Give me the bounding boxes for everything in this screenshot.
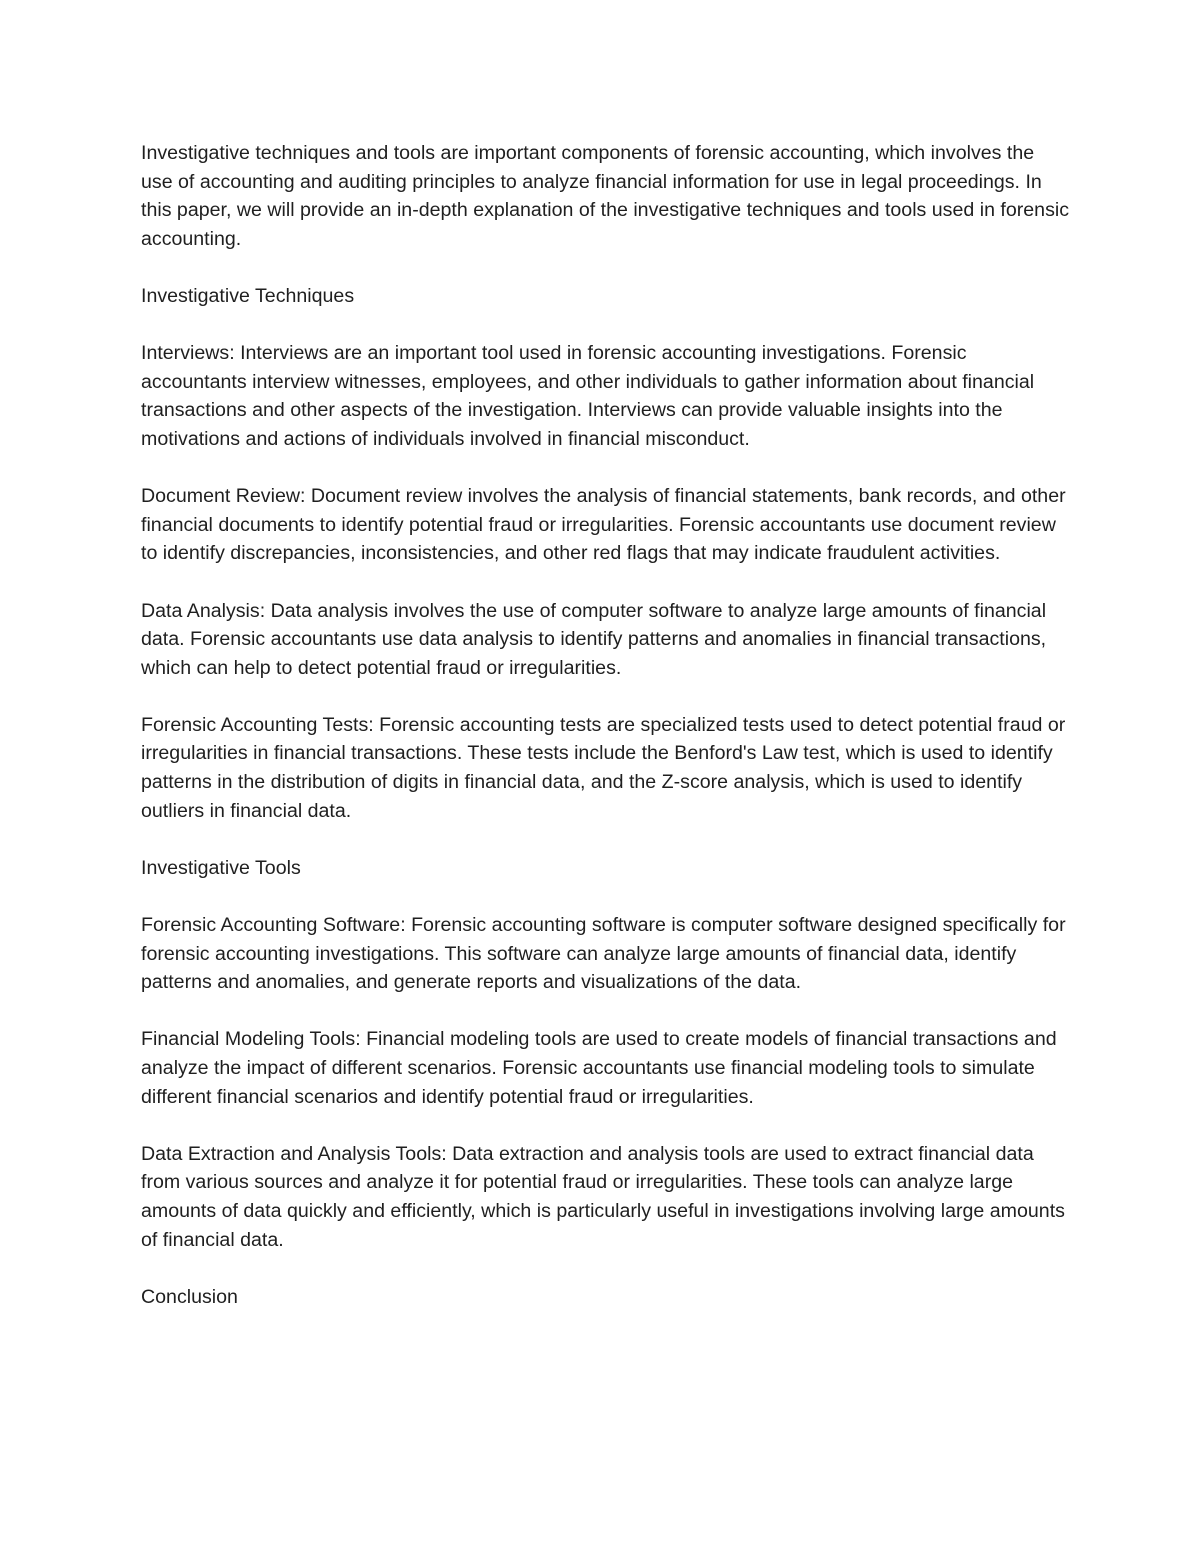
document-body: [141, 139, 1071, 1311]
intro-paragraph: Investigative techniques and tools are important components of forensic accounting, which involves the use of accounting and auditing principles to analyze financial information for use in legal proceedings. In this paper, we will provide an in-depth explanation of the investigative techniques and tools used in forensic accounting.: [141, 142, 1070, 250]
financial-modeling-paragraph: Financial Modeling Tools: Financial modeling tools are used to create models of financial transactions and analyze the impact of different scenarios. Forensic accountants use financial modeling tools to simulate different financial scenarios and identify potential fraud or irregularities.: [141, 1028, 1057, 1108]
section-heading-conclusion: Conclusion: [141, 1285, 238, 1308]
data-analysis-paragraph: Data Analysis: Data analysis involves the use of computer software to analyze large amounts of financial data. Forensic accountants use data analysis to identify patterns and anomalies in financial transactions, which can help to detect potential fraud or irregularities.: [141, 599, 1047, 679]
document-review-paragraph: Document Review: Document review involves the analysis of financial statements, bank records, and other financial documents to identify potential fraud or irregularities. Forensic accountants use document review to identify discrepancies, inconsistencies, and other red flags that may indicate fraudulent activities.: [141, 485, 1066, 565]
interviews-paragraph: Interviews: Interviews are an important tool used in forensic accounting investigations. Forensic accountants interview witnesses, employees, and other individuals to gather information about financial transactions and other aspects of the investigation. Interviews can provide valuable insights into the motivations and actions of individuals involved in financial misconduct.: [141, 342, 1035, 450]
section-heading-techniques: Investigative Techniques: [141, 284, 355, 307]
data-extraction-paragraph: Data Extraction and Analysis Tools: Data extraction and analysis tools are used to extract financial data from various sources and analyze it for potential fraud or irregularities. These tools can analyze large amounts of data quickly and efficiently, which is particularly useful in investigations involving large amounts of financial data.: [141, 1142, 1065, 1251]
forensic-software-paragraph: Forensic Accounting Software: Forensic accounting software is computer software designed specifically for forensic accounting investigations. This software can analyze large amounts of financial data, identify patterns and anomalies, and generate reports and visualizations of the data.: [141, 914, 1066, 994]
forensic-tests-paragraph: Forensic Accounting Tests: Forensic accounting tests are specialized tests used to detect potential fraud or irregularities in financial transactions. These tests include the Benford's Law test, which is used to identify patterns in the distribution of digits in financial data, and the Z-score analysis, which is used to identify outliers in financial data.: [141, 713, 1066, 822]
section-heading-tools: Investigative Tools: [141, 856, 301, 879]
